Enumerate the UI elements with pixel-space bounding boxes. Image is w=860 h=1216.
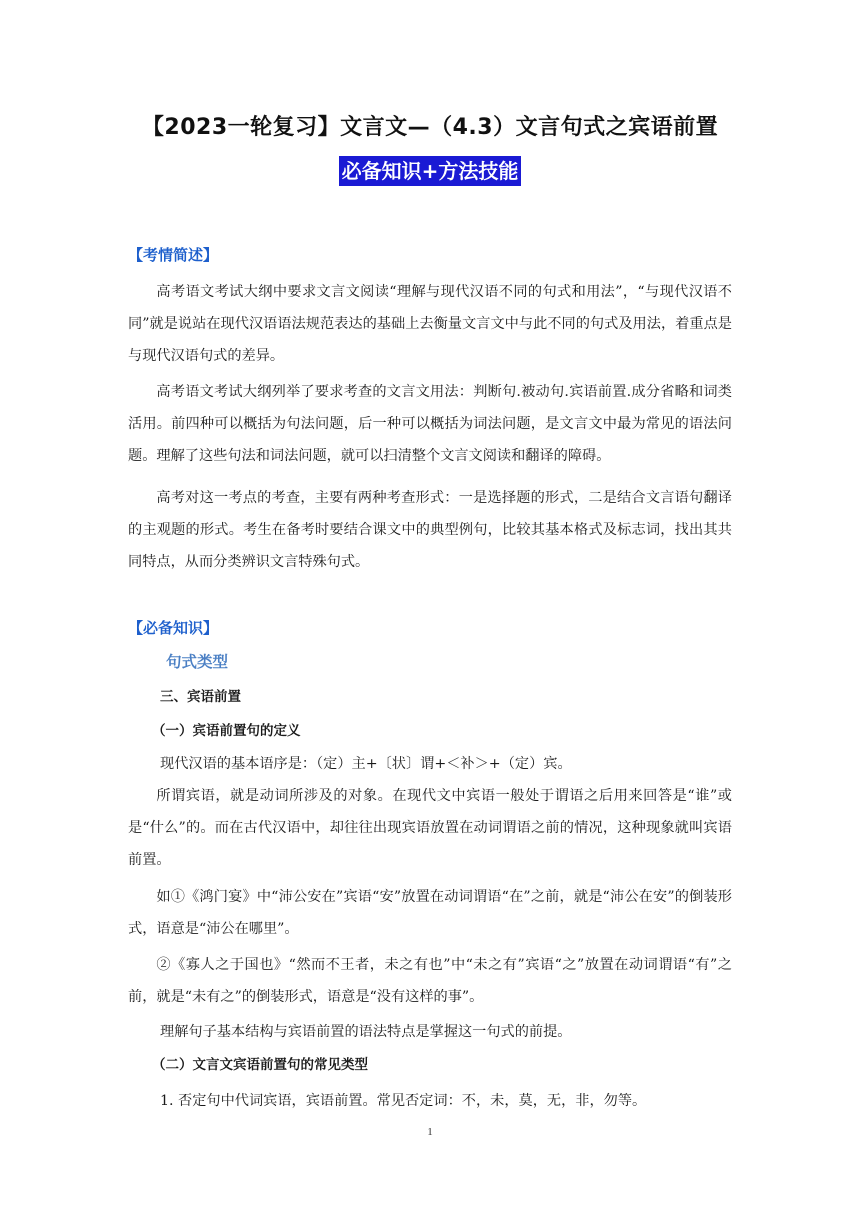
overview-paragraph-2: 高考语文考试大纲列举了要求考查的文言文用法：判断句.被动句.宾语前置.成分省略和词类活用。前四种可以概括为句法问题，后一种可以概括为词法问题，是文言文中最为常见的语法问题。理解了这些句法和词法问题，就可以扫清整个文言文阅读和翻译的障碍。 (128, 384, 732, 464)
subsection-types-heading: （二）文言文宾语前置句的常见类型 (152, 1057, 368, 1073)
overview-heading: 【考情简述】 (128, 246, 219, 264)
section-heading: 三、宾语前置 (160, 689, 241, 705)
overview-paragraph-3: 高考对这一考点的考查，主要有两种考查形式：一是选择题的形式，二是结合文言语句翻译的主观题的形式。考生在备考时要结合课文中的典型例句，比较其基本格式及标志词，找出其共同特点，从而分类辨识文言特殊句式。 (128, 490, 732, 570)
type-item-1: 1. 否定句中代词宾语，宾语前置。常见否定词：不，未，莫，无，非，勿等。 (160, 1093, 647, 1109)
document-title: 【2023一轮复习】文言文—（4.3）文言句式之宾语前置 (141, 115, 719, 140)
subtitle-wrapper (0, 156, 860, 186)
example-1-paragraph: 如①《鸿门宴》中“沛公安在”宾语“安”放置在动词谓语“在”之前，就是“沛公在安”的倒装形式，语意是“沛公在哪里”。 (128, 889, 732, 937)
example-2-paragraph: ②《寡人之于国也》“然而不王者，未之有也”中“未之有”宾语“之”放置在动词谓语“有”之前，就是“未有之”的倒装形式，语意是“没有这样的事”。 (128, 957, 732, 1005)
subsection-definition-heading: （一）宾语前置句的定义 (152, 723, 301, 739)
page-number: 1 (427, 1126, 433, 1138)
overview-paragraph-1: 高考语文考试大纲中要求文言文阅读“理解与现代汉语不同的句式和用法”，“与现代汉语不同”就是说站在现代汉语语法规范表达的基础上去衡量文言文中与此不同的句式及用法，着重点是与现代汉语句式的差异。 (128, 284, 732, 364)
document-subtitle: 必备知识+方法技能 (339, 156, 522, 186)
key-point-line: 理解句子基本结构与宾语前置的语法特点是掌握这一句式的前提。 (160, 1024, 572, 1040)
knowledge-heading: 【必备知识】 (128, 619, 219, 637)
definition-paragraph: 所谓宾语，就是动词所涉及的对象。在现代文中宾语一般处于谓语之后用来回答是“谁”或是“什么”的。而在古代汉语中，却往往出现宾语放置在动词谓语之前的情况，这种现象就叫宾语前置。 (128, 788, 732, 868)
sentence-type-heading: 句式类型 (166, 653, 229, 671)
word-order-line: 现代汉语的基本语序是：（定）主+〔状〕谓+＜补＞+（定）宾。 (160, 756, 572, 772)
